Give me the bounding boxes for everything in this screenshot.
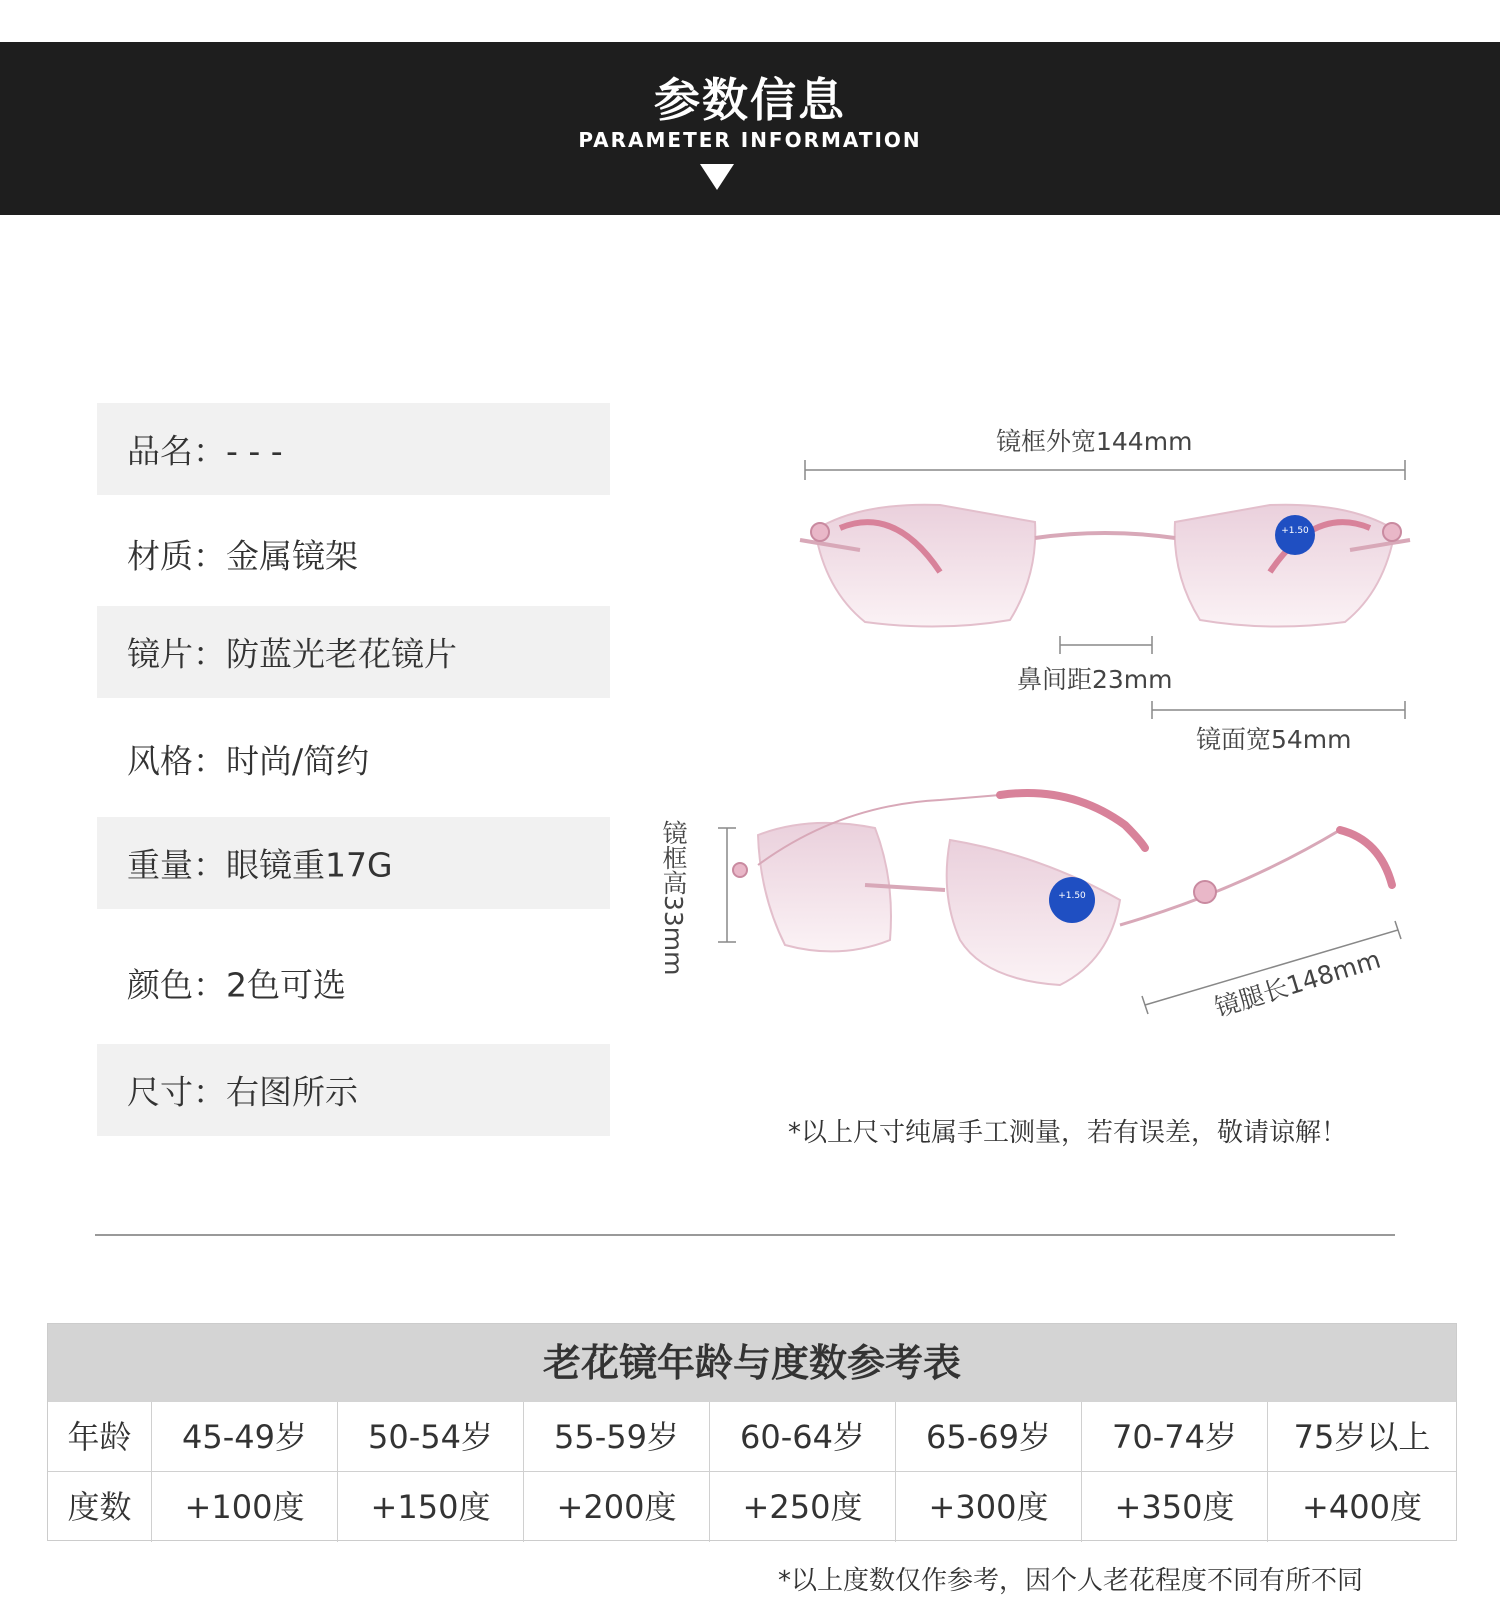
table-cell: 70-74岁: [1082, 1402, 1268, 1472]
table-title: 老花镜年龄与度数参考表: [48, 1324, 1456, 1402]
spec-text: 品名：- - -: [127, 431, 283, 471]
page-title: 参数信息: [654, 73, 846, 127]
table-cell: +350度: [1082, 1472, 1268, 1542]
side-view-glasses: [733, 793, 1392, 985]
table-cell: 度数: [48, 1472, 152, 1542]
section-divider: [95, 1234, 1395, 1236]
table-cell: +250度: [710, 1472, 896, 1542]
table-cell: +300度: [896, 1472, 1082, 1542]
temple-length-label: 镜腿长148mm: [1211, 944, 1384, 1023]
table-cell: 60-64岁: [710, 1402, 896, 1472]
measurement-note: *以上尺寸纯属手工测量，若有误差，敬请谅解！: [788, 1118, 1348, 1148]
spec-text: 材质：金属镜架: [127, 536, 358, 576]
spec-row-size: [97, 1044, 610, 1136]
lens-width-dimension-line: [1152, 701, 1405, 719]
table-cell: 65-69岁: [896, 1402, 1082, 1472]
nose-bridge-dimension-line: [1060, 636, 1152, 654]
spec-row-name: [97, 403, 610, 495]
table-cell: +400度: [1302, 1488, 1422, 1526]
table-cell: +200度: [524, 1472, 710, 1542]
table-cell: +100度: [152, 1472, 338, 1542]
frame-width-label: 镜框外宽144mm: [996, 427, 1193, 456]
spec-text: 尺寸：右图所示: [127, 1072, 358, 1112]
spec-text: 风格：时尚/简约: [127, 741, 370, 781]
frame-width-dimension-line: [805, 460, 1405, 480]
table-cell: 50-54岁: [338, 1402, 524, 1472]
spec-text: 重量：眼镜重17G: [127, 845, 393, 885]
table-cell: 55-59岁: [524, 1402, 710, 1472]
frame-height-dimension-line: [718, 828, 736, 942]
spec-row-style: [97, 713, 610, 805]
header-banner: [0, 42, 1500, 215]
front-view-glasses: [800, 505, 1410, 627]
table-cell: 75岁以上: [1268, 1402, 1456, 1472]
table-cell: 年龄: [48, 1402, 152, 1472]
spec-row-lens: [97, 606, 610, 698]
spec-row-color: [97, 937, 610, 1029]
table-cell: +150度: [338, 1472, 524, 1542]
presbyopia-reference-table: [47, 1323, 1457, 1541]
glasses-dimension-diagram: [640, 400, 1440, 1180]
spec-row-material: [97, 508, 610, 600]
lens-sticker-text: +1.50: [1058, 891, 1086, 901]
frame-height-label: 镜框高33mm: [659, 820, 688, 976]
table-note: *以上度数仅作参考，因个人老花程度不同有所不同: [778, 1566, 1364, 1596]
lens-width-label: 镜面宽54mm: [1196, 725, 1352, 754]
table-cell: 45-49岁: [152, 1402, 338, 1472]
glasses-illustration: [640, 400, 1440, 1180]
lens-sticker-text: +1.50: [1281, 526, 1309, 536]
down-arrow-icon: [700, 164, 734, 190]
nose-bridge-label: 鼻间距23mm: [1017, 665, 1173, 694]
spec-row-weight: [97, 817, 610, 909]
spec-text: 镜片：防蓝光老花镜片: [127, 634, 457, 674]
page-subtitle: PARAMETER INFORMATION: [578, 128, 922, 152]
spec-text: 颜色：2色可选: [127, 965, 346, 1005]
